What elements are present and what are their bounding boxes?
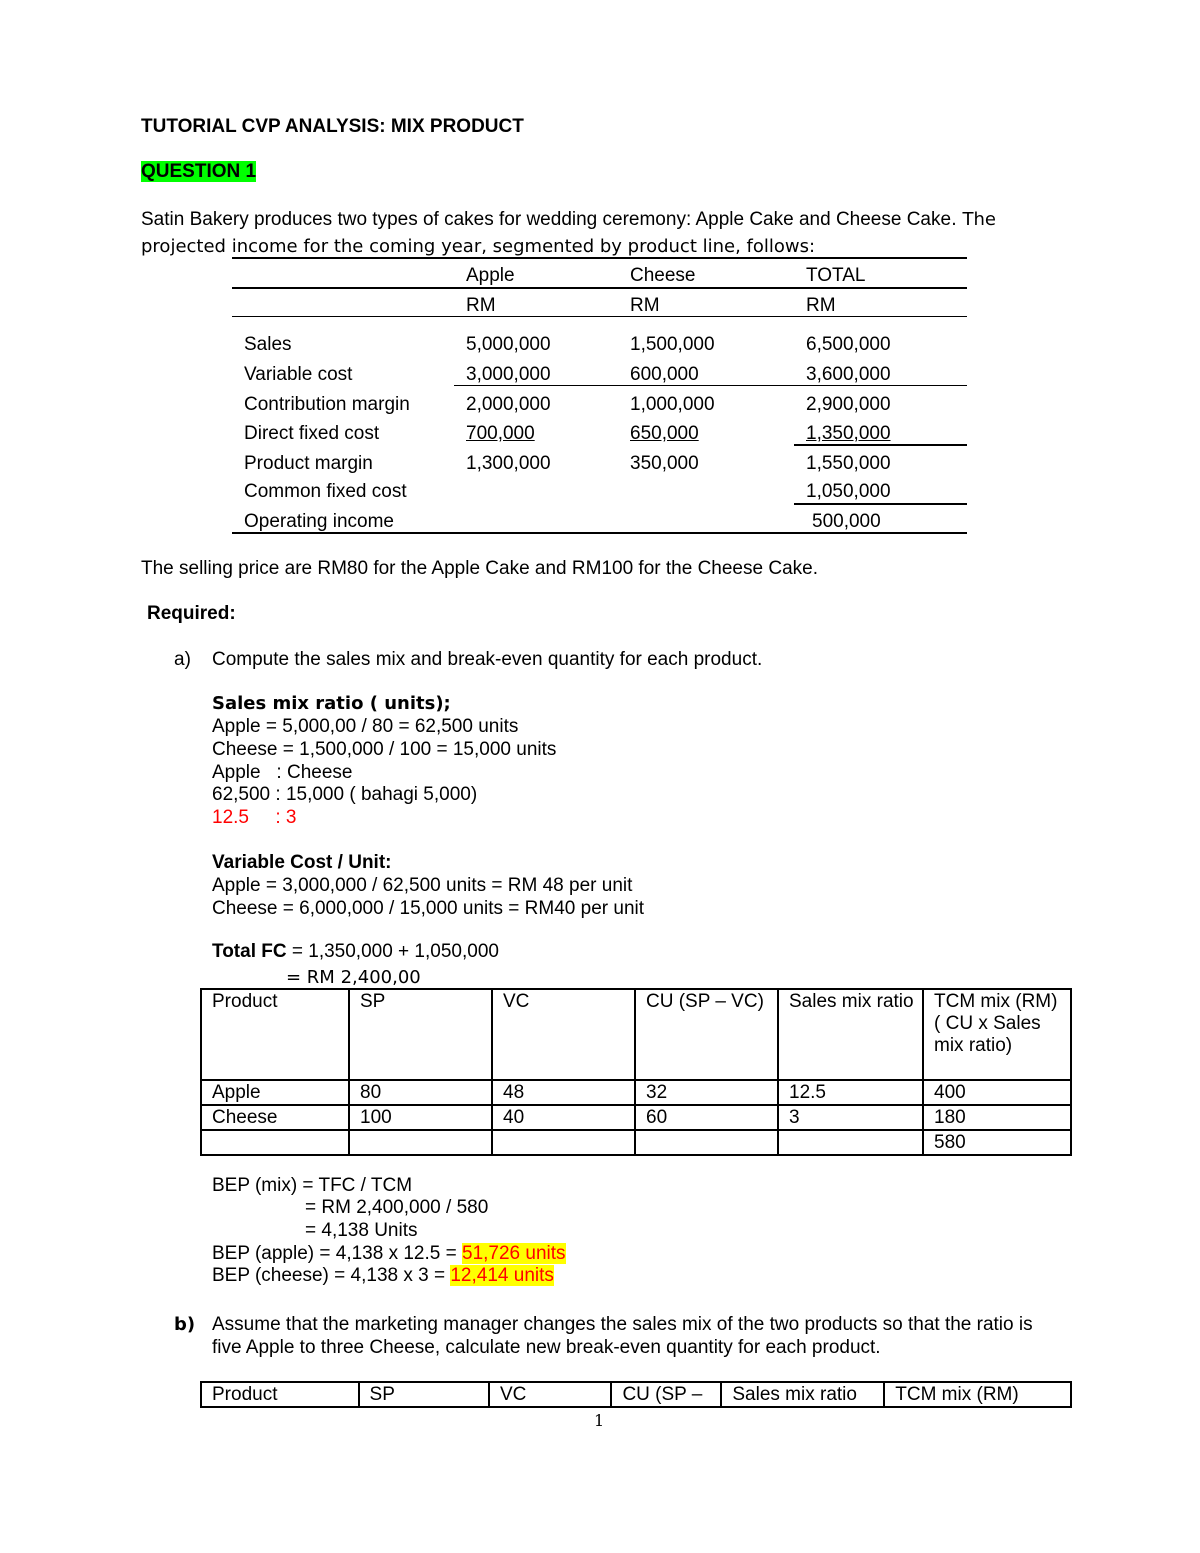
vc-line: Cheese = 6,000,000 / 15,000 units = RM40 per unit [212, 898, 645, 919]
table-header: CU (SP – VC) [635, 989, 778, 1080]
bep-cheese-line: BEP (cheese) = 4,138 x 3 = 12,414 units [212, 1265, 554, 1286]
vc-line: Apple = 3,000,000 / 62,500 units = RM 48 per unit [212, 875, 633, 896]
intro-line-1: Satin Bakery produces two types of cakes for wedding ceremony: Apple Cake and Cheese Cake. The [141, 209, 996, 230]
table-header: Product [201, 989, 349, 1080]
row-total: 1,550,000 [806, 453, 891, 474]
table-header: Sales mix ratio [721, 1382, 884, 1407]
part-a-question: Compute the sales mix and break-even quantity for each product. [212, 649, 763, 670]
total-fc-line: Total FC = 1,350,000 + 1,050,000 [212, 941, 499, 962]
table-header: VC [492, 989, 635, 1080]
page-title: TUTORIAL CVP ANALYSIS: MIX PRODUCT [141, 116, 524, 137]
row-label: Operating income [244, 511, 394, 532]
table-header: Product [201, 1382, 359, 1407]
vc-heading: Variable Cost / Unit: [212, 852, 392, 873]
table-cell: 180 [923, 1105, 1071, 1130]
table-cell: 32 [635, 1080, 778, 1105]
row-label: Variable cost [244, 364, 353, 385]
row-label: Product margin [244, 453, 373, 474]
table-cell: 12.5 [778, 1080, 923, 1105]
table-cell: Apple [201, 1080, 349, 1105]
table-cell: 580 [923, 1130, 1071, 1155]
row-total: 1,350,000 [806, 423, 891, 444]
table-header: VC [489, 1382, 612, 1407]
table-row [201, 1105, 1071, 1130]
table-header: TCM mix (RM) [884, 1382, 1071, 1407]
table-cell: 80 [349, 1080, 492, 1105]
row-label: Contribution margin [244, 394, 410, 415]
col-header-total: TOTAL [806, 265, 866, 286]
question-label: QUESTION 1 [141, 161, 257, 182]
unit-cheese: RM [630, 295, 660, 316]
table-cell: Cheese [201, 1105, 349, 1130]
unit-total: RM [806, 295, 836, 316]
part-a-marker: a) [174, 649, 191, 670]
row-total: 6,500,000 [806, 334, 891, 355]
total-fc-result: = RM 2,400,00 [286, 967, 421, 988]
selling-price-text: The selling price are RM80 for the Apple Cake and RM100 for the Cheese Cake. [141, 558, 818, 579]
bep-line: = RM 2,400,000 / 580 [305, 1197, 489, 1218]
table-cell: 40 [492, 1105, 635, 1130]
table-header: TCM mix (RM) ( CU x Sales mix ratio) [923, 989, 1071, 1080]
required-label: Required: [147, 603, 236, 624]
row-total: 2,900,000 [806, 394, 891, 415]
row-cheese: 1,500,000 [630, 334, 715, 355]
mix-table [200, 988, 1072, 1156]
table-cell: 100 [349, 1105, 492, 1130]
part-b-question-line-1: Assume that the marketing manager changes the sales mix of the two products so that the ratio is [212, 1314, 1033, 1335]
table-header: CU (SP – [611, 1382, 721, 1407]
row-label: Sales [244, 334, 292, 355]
table-cell [492, 1130, 635, 1155]
row-apple: 700,000 [466, 423, 535, 444]
table-header: Sales mix ratio [778, 989, 923, 1080]
table-cell: 3 [778, 1105, 923, 1130]
row-cheese: 600,000 [630, 364, 699, 385]
table-cell [349, 1130, 492, 1155]
bep-line: BEP (mix) = TFC / TCM [212, 1175, 413, 1196]
row-label: Direct fixed cost [244, 423, 380, 444]
table-cell: 400 [923, 1080, 1071, 1105]
sales-mix-line: Cheese = 1,500,000 / 100 = 15,000 units [212, 739, 557, 760]
row-apple: 2,000,000 [466, 394, 551, 415]
part-b-question-line-2: five Apple to three Cheese, calculate new break-even quantity for each product. [212, 1337, 881, 1358]
table-header: SP [349, 989, 492, 1080]
row-total: 500,000 [812, 511, 881, 532]
row-cheese: 650,000 [630, 423, 699, 444]
table-cell [778, 1130, 923, 1155]
page-number: 1 [594, 1411, 605, 1430]
row-total: 1,050,000 [806, 481, 891, 502]
table-header-row [201, 1382, 1071, 1407]
part-b-table [200, 1381, 1072, 1408]
table-cell [201, 1130, 349, 1155]
table-cell: 48 [492, 1080, 635, 1105]
part-b-marker: b) [174, 1314, 196, 1335]
ratio-result: 12.5 : 3 [212, 807, 297, 828]
table-row [201, 1130, 1071, 1155]
row-apple: 1,300,000 [466, 453, 551, 474]
bep-apple-line: BEP (apple) = 4,138 x 12.5 = 51,726 units [212, 1243, 566, 1264]
sales-mix-line: Apple = 5,000,00 / 80 = 62,500 units [212, 716, 519, 737]
row-apple: 5,000,000 [466, 334, 551, 355]
table-cell [635, 1130, 778, 1155]
row-total: 3,600,000 [806, 364, 891, 385]
table-cell: 60 [635, 1105, 778, 1130]
table-row [201, 1080, 1071, 1105]
unit-apple: RM [466, 295, 496, 316]
table-header-row [201, 989, 1071, 1080]
intro-line-2: projected income for the coming year, segmented by product line, follows: [141, 236, 816, 257]
row-label: Common fixed cost [244, 481, 407, 502]
row-cheese: 1,000,000 [630, 394, 715, 415]
col-header-apple: Apple [466, 265, 515, 286]
sales-mix-line: Apple : Cheese [212, 762, 353, 783]
sales-mix-line: 62,500 : 15,000 ( bahagi 5,000) [212, 784, 478, 805]
bep-line: = 4,138 Units [305, 1220, 418, 1241]
row-apple: 3,000,000 [466, 364, 551, 385]
table-header: SP [359, 1382, 489, 1407]
col-header-cheese: Cheese [630, 265, 696, 286]
row-cheese: 350,000 [630, 453, 699, 474]
sales-mix-heading: Sales mix ratio ( units); [212, 693, 451, 714]
